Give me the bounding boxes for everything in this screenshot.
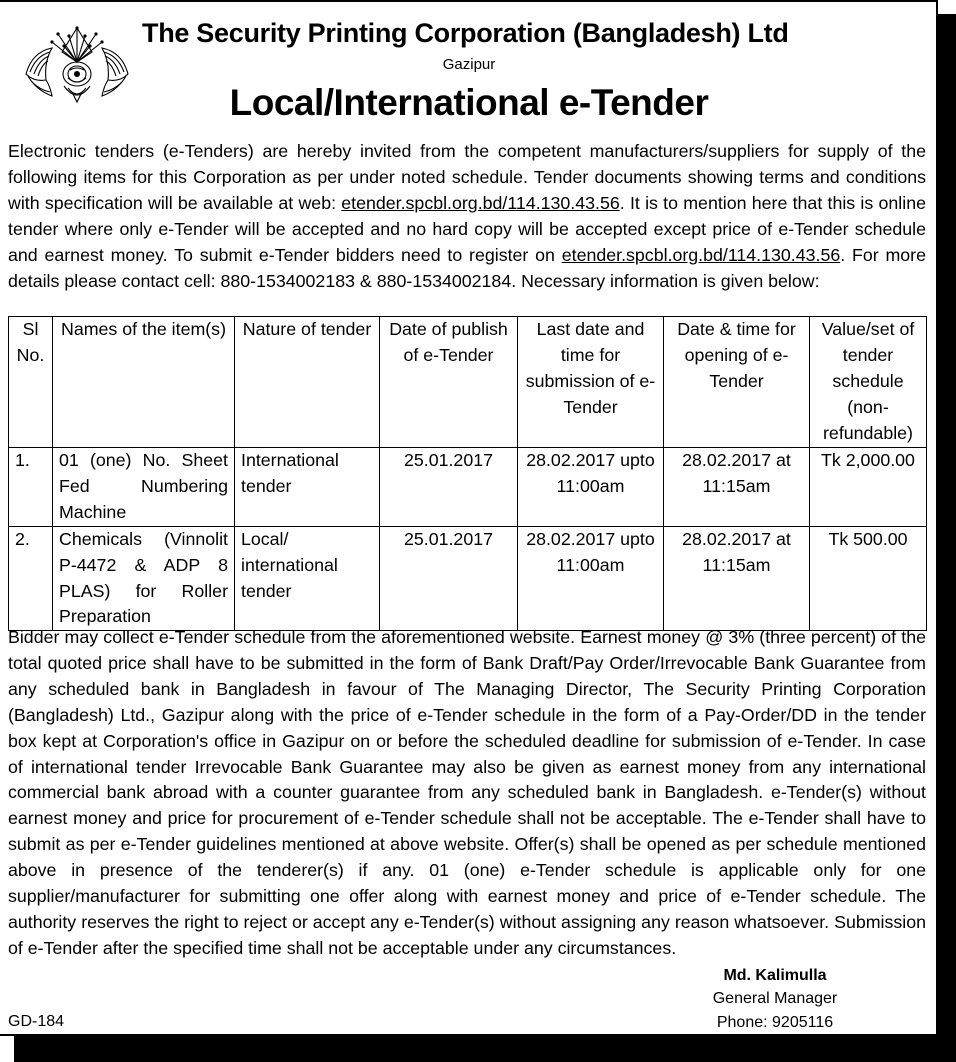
table-row bbox=[9, 526, 927, 631]
header-opening-date: Date & time for opening of e-Tender bbox=[664, 317, 810, 448]
header-publish-date: Date of publish of e-Tender bbox=[380, 317, 518, 448]
row-value: Tk 500.00 bbox=[810, 526, 927, 631]
header-item-names: Names of the item(s) bbox=[53, 317, 235, 448]
row-value: Tk 2,000.00 bbox=[810, 448, 927, 527]
organization-name: The Security Printing Corporation (Bangladesh) Ltd bbox=[142, 18, 789, 48]
etender-link-2[interactable]: etender.spcbl.org.bd/114.130.43.56 bbox=[561, 244, 841, 265]
header-schedule-value: Value/set of tender schedule (non-refundable) bbox=[810, 317, 927, 448]
table-row bbox=[9, 448, 927, 527]
intro-paragraph bbox=[8, 139, 926, 294]
signatory-designation: General Manager bbox=[712, 990, 838, 1007]
closing-paragraph: Bidder may collect e-Tender schedule from the aforementioned website. Earnest money @ 3% (three percent) of the total quoted price shall have to be submitted in the form of Bank Draft/Pay Order/Irrevocable Bank Guarantee from any scheduled bank in Bangladesh in favour of The Managing Director, The Security Printing Corporation (Bangladesh) Ltd., Gazipur along with the price of e-Tender schedule in the form of a Pay-Order/DD in the tender box kept at Corporation's office in Gazipur on or before the scheduled deadline for submission of e-Tender. In case of international tender Irrevocable Bank Guarantee may also be given as earnest money from any international commercial bank abroad with a counter guarantee from any scheduled bank in Bangladesh. e-Tender(s) without earnest money and price for procurement of e-Tender schedule shall not be acceptable. The e-Tender shall have to submit as per e-Tender guidelines mentioned at above website. Offer(s) shall be opened as per schedule mentioned above in presence of the tenderer(s) if any. 01 (one) e-Tender schedule is applicable only for one supplier/manufacturer for submitting one offer along with earnest money and price of e-Tender schedule. The authority reserves the right to reject or accept any e-Tender(s) without assigning any reason whatsoever. Submission of e-Tender after the specified time shall not be acceptable under any circumstances. bbox=[8, 627, 926, 958]
header-submission-deadline: Last date and time for submission of e-Tender bbox=[518, 317, 664, 448]
etender-link-1[interactable]: etender.spcbl.org.bd/114.130.43.56 bbox=[341, 192, 620, 213]
table-header-row bbox=[9, 317, 927, 448]
row-submission: 28.02.2017 upto 11:00am bbox=[518, 526, 664, 631]
row-opening: 28.02.2017 at 11:15am bbox=[664, 448, 810, 527]
signatory-name: Md. Kalimulla bbox=[723, 967, 827, 984]
row-publish: 25.01.2017 bbox=[380, 526, 518, 631]
row-nature: Local/ international tender bbox=[235, 526, 380, 631]
intro-text-3: . For more details please contact cell: 880-1534002183 & 880-1534002184. Necessary information is given below: bbox=[8, 244, 926, 291]
frame-shadow-bottom bbox=[14, 1036, 956, 1062]
row-item: Chemicals (Vinnolit P-4472 & ADP 8 PLAS) for Roller Preparation bbox=[53, 526, 235, 631]
tender-table bbox=[8, 316, 927, 631]
frame-shadow-right bbox=[938, 14, 956, 1062]
intro-text-1: Electronic tenders (e-Tenders) are hereby invited from the competent manufacturers/suppliers for supply of the following items for this Corporation as per under noted schedule. Tender documents showing terms and conditions with specification will be available at web: bbox=[8, 141, 926, 213]
row-nature: International tender bbox=[235, 448, 380, 527]
row-opening: 28.02.2017 at 11:15am bbox=[664, 526, 810, 631]
intro-text-2: . It is to mention here that this is online tender where only e-Tender will be accepted and no hard copy will be accepted except price of e-Tender schedule and earnest money. To submit e-Tender bidders need to register on bbox=[8, 192, 926, 265]
row-publish: 25.01.2017 bbox=[380, 448, 518, 527]
row-sl: 1. bbox=[9, 448, 53, 527]
row-submission: 28.02.2017 upto 11:00am bbox=[518, 448, 664, 527]
page-title: Local/International e-Tender bbox=[229, 82, 709, 123]
header-nature: Nature of tender bbox=[235, 317, 380, 448]
row-sl: 2. bbox=[9, 526, 53, 631]
signatory-phone: Phone: 9205116 bbox=[716, 1014, 834, 1031]
header-sl-no: Sl No. bbox=[9, 317, 53, 448]
reference-code: GD-184 bbox=[8, 1013, 65, 1030]
row-item: 01 (one) No. Sheet Fed Numbering Machine bbox=[53, 448, 235, 527]
organization-location: Gazipur bbox=[442, 56, 496, 73]
